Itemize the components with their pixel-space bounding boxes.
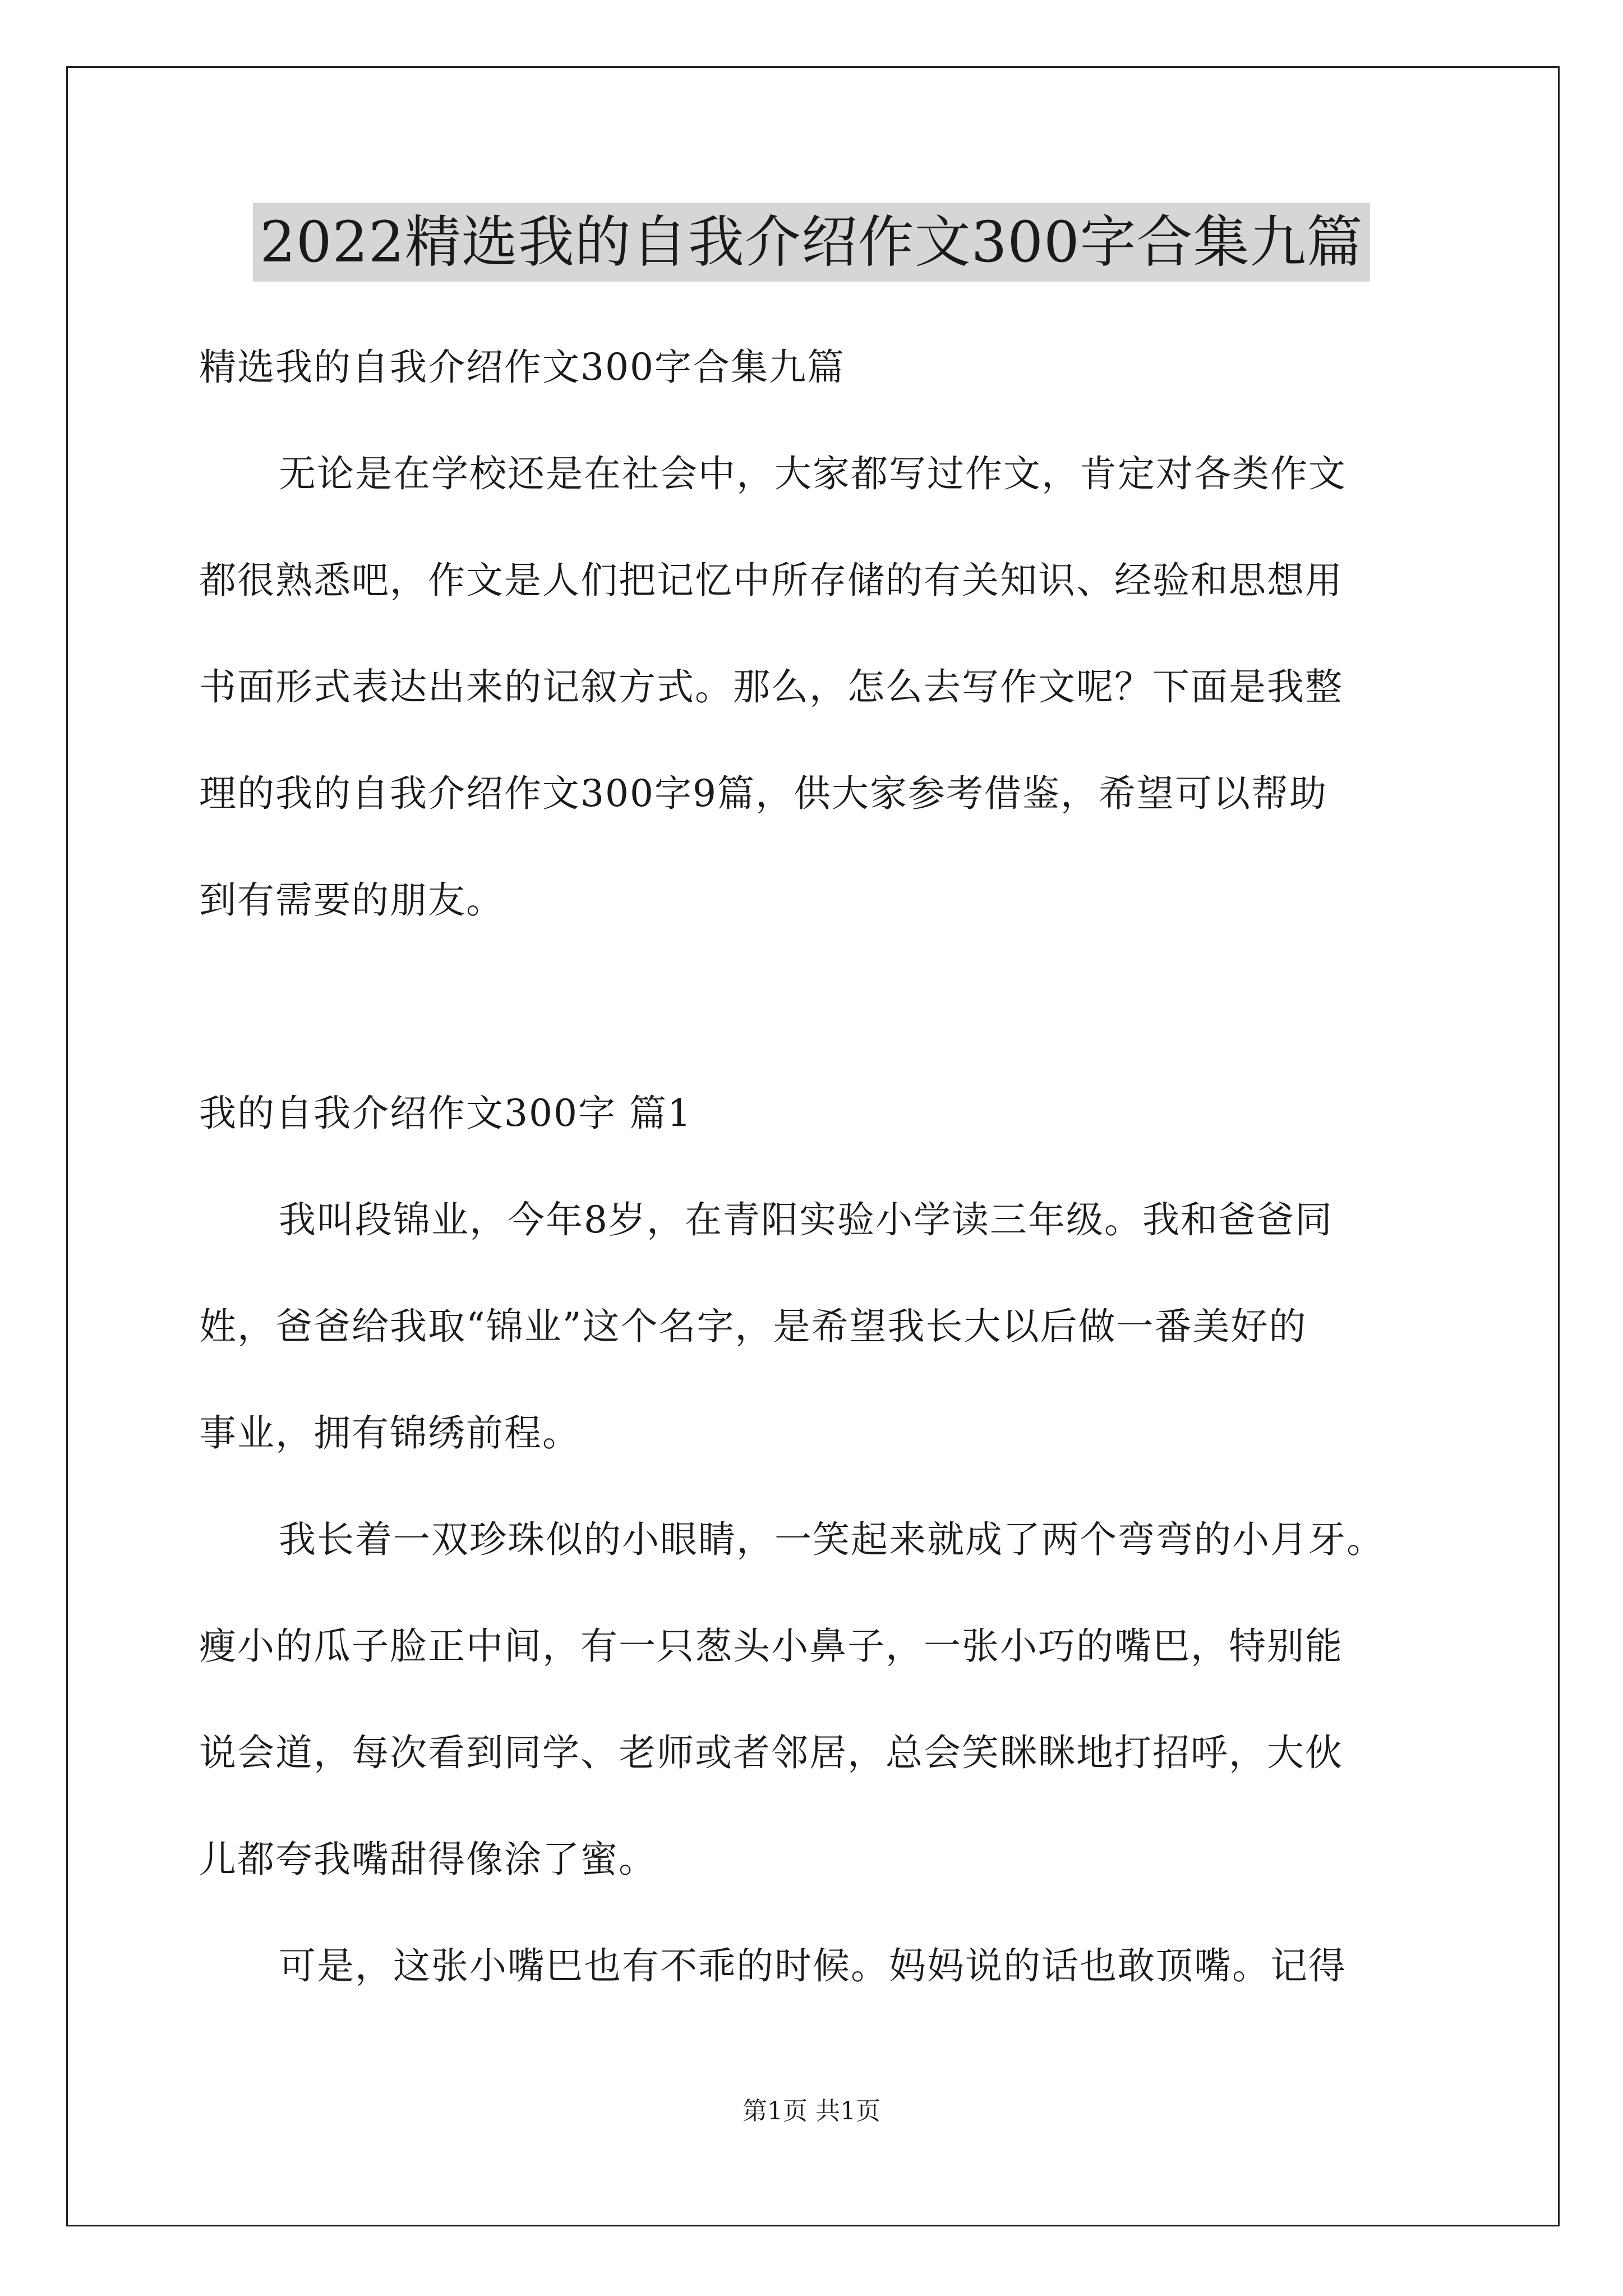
document-body (199, 314, 1438, 2019)
paragraph-line: 可是，这张小嘴巴也有不乖的时候。妈妈说的话也敢顶嘴。记得 (279, 1944, 1347, 1987)
paragraph-line: 事业，拥有锦绣前程。 (199, 1411, 580, 1455)
title-container (0, 203, 1623, 282)
intro-line: 理的我的自我介绍作文300字9篇，供大家参考借鉴，希望可以帮助 (199, 772, 1327, 815)
intro-line: 无论是在学校还是在社会中，大家都写过作文，肯定对各类作文 (279, 452, 1347, 495)
paragraph-gap (199, 954, 1438, 1060)
page-footer: 第1页 共1页 (743, 2097, 880, 2125)
paragraph-line: 姓，爸爸给我取“锦业”这个名字，是希望我长大以后做一番美好的 (199, 1305, 1307, 1348)
paragraph-line: 我叫段锦业，今年8岁，在青阳实验小学读三年级。我和爸爸同 (279, 1198, 1333, 1241)
intro-line: 到有需要的朋友。 (199, 878, 504, 922)
paragraph-line: 瘦小的瓜子脸正中间，有一只葱头小鼻子，一张小巧的嘴巴，特别能 (199, 1625, 1343, 1668)
paragraph-line: 儿都夸我嘴甜得像涂了蜜。 (199, 1838, 657, 1881)
intro-line: 都很熟悉吧，作文是人们把记忆中所存储的有关知识、经验和思想用 (199, 559, 1343, 602)
section-heading: 我的自我介绍作文300字 篇1 (199, 1092, 692, 1135)
intro-line: 书面形式表达出来的记叙方式。那么，怎么去写作文呢？下面是我整 (199, 665, 1343, 708)
paragraph-line: 说会道，每次看到同学、老师或者邻居，总会笑眯眯地打招呼，大伙 (199, 1731, 1343, 1774)
document-title: 2022精选我的自我介绍作文300字合集九篇 (253, 203, 1370, 282)
paragraph-line: 我长着一双珍珠似的小眼睛，一笑起来就成了两个弯弯的小月牙。 (279, 1518, 1385, 1561)
document-subtitle: 精选我的自我介绍作文300字合集九篇 (199, 346, 845, 389)
